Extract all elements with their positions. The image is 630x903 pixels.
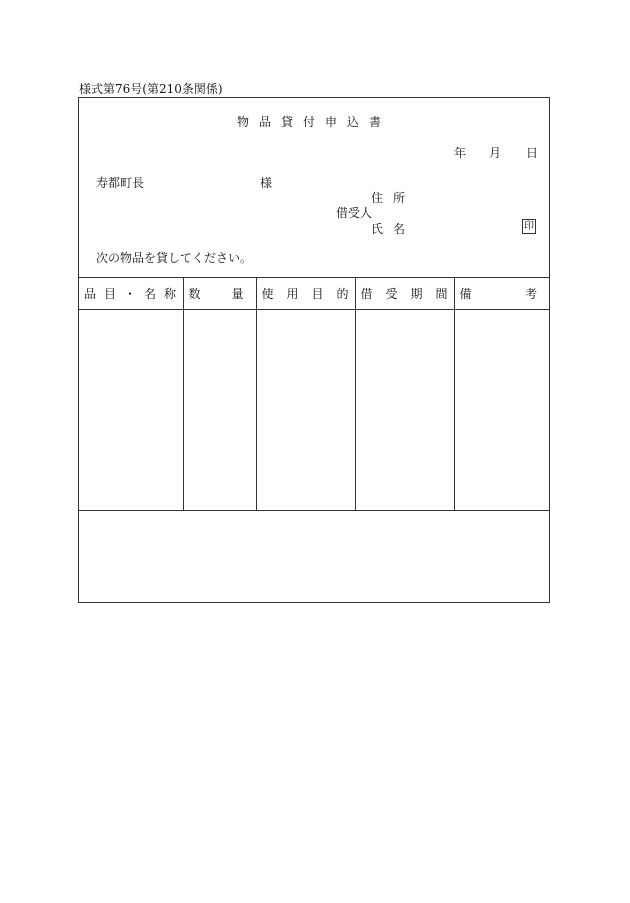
date-year-label: 年: [454, 146, 467, 160]
form-header-section: [79, 98, 549, 279]
honorific: 様: [260, 176, 273, 190]
form-number: 様式第76号(第210条関係): [79, 82, 223, 96]
borrower-label: 借受人: [336, 206, 373, 220]
header-remarks: [454, 278, 549, 310]
header-period: [355, 278, 461, 310]
items-table: [79, 277, 549, 511]
header-purpose-label: 使用目的: [261, 287, 362, 301]
header-quantity: [183, 278, 256, 310]
address-label: 住所: [371, 191, 416, 205]
header-quantity-left: 数: [188, 287, 201, 301]
table-header-row: [79, 278, 549, 310]
header-purpose: [256, 278, 362, 310]
header-remarks-labels: [460, 285, 544, 302]
request-text: 次の物品を貸してください。: [96, 251, 253, 265]
seal-mark: 印: [524, 221, 534, 232]
purpose-cell[interactable]: [256, 310, 355, 511]
form-title: 物品貸付申込書: [236, 115, 391, 129]
period-cell[interactable]: [355, 310, 454, 511]
header-remarks-left: 備: [459, 287, 472, 301]
quantity-cell[interactable]: [183, 310, 256, 511]
header-quantity-right: 量: [231, 287, 244, 301]
item-name-cell[interactable]: [79, 310, 183, 511]
header-quantity-labels: [189, 285, 250, 302]
header-remarks-right: 考: [524, 287, 537, 301]
remarks-cell[interactable]: [454, 310, 549, 511]
header-item-name: [79, 278, 183, 310]
table-entry-row: [79, 310, 549, 511]
application-form-frame: [78, 97, 550, 603]
addressee: 寿都町長: [96, 176, 145, 190]
name-label: 氏名: [371, 222, 416, 236]
header-item-name-label: 品目・名称: [84, 287, 185, 301]
header-period-label: 借受期間: [360, 287, 461, 301]
date-month-label: 月: [489, 146, 502, 160]
date-day-label: 日: [526, 146, 539, 160]
